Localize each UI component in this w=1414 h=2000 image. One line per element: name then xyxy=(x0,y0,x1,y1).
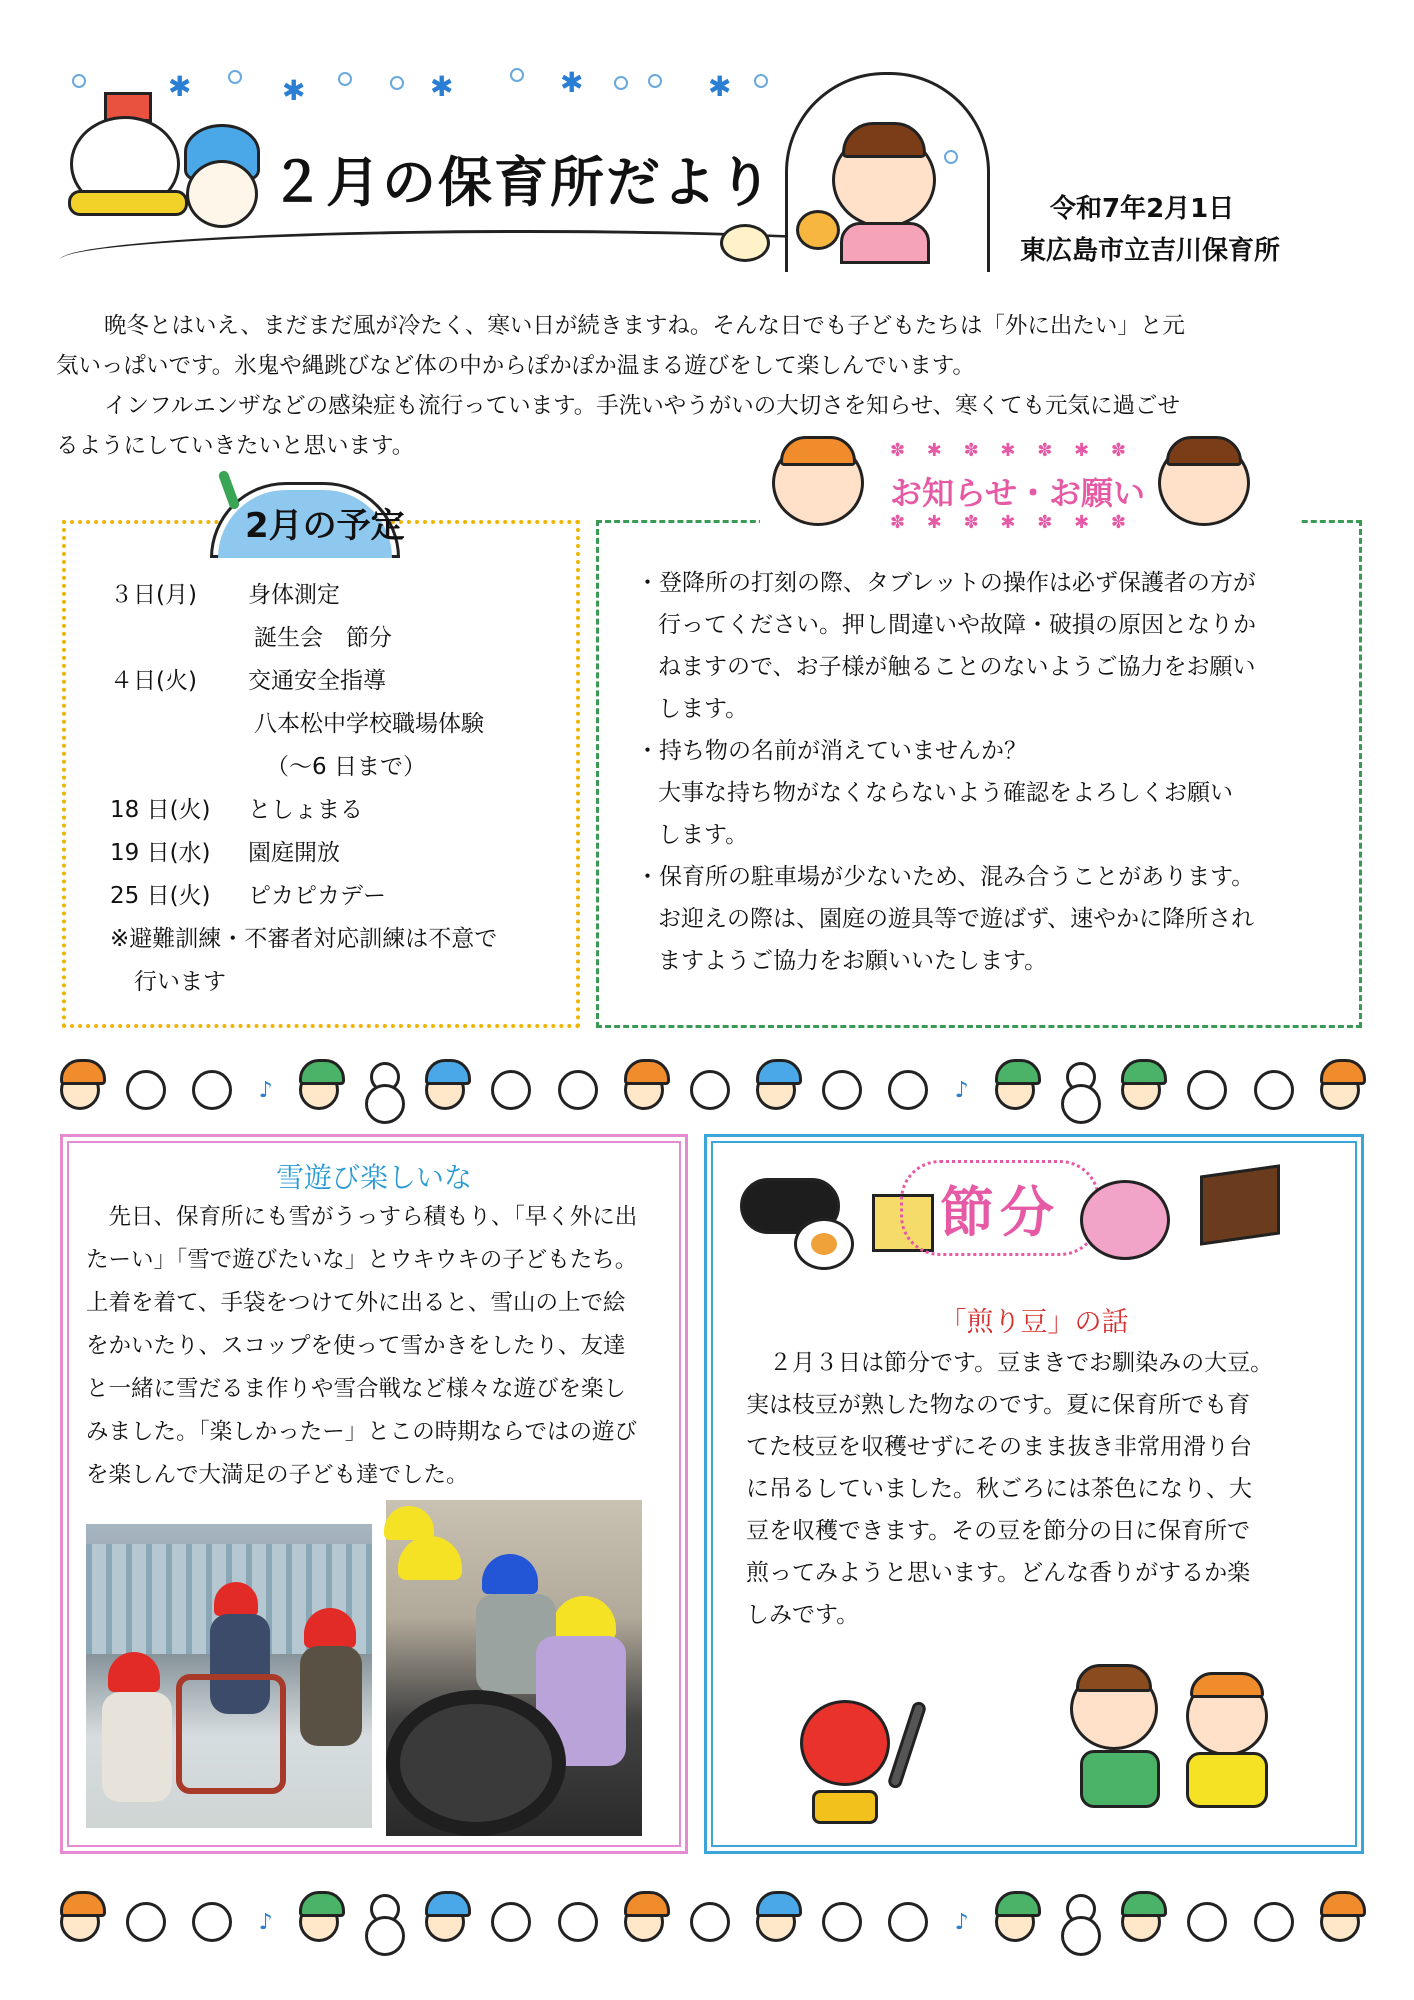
snowball-icon xyxy=(192,1070,232,1110)
photo-yellow-hat xyxy=(552,1596,616,1640)
snowball-icon xyxy=(558,1070,598,1110)
photo-yellow-hat xyxy=(398,1536,462,1580)
oni-tiger-cloth xyxy=(812,1790,878,1824)
schedule-note-continued: 行います xyxy=(134,969,226,995)
snowball-icon xyxy=(888,1070,928,1110)
child-icon xyxy=(1121,1902,1161,1942)
schedule-item-continued: 誕生会 節分 xyxy=(254,625,392,651)
snowball-icon xyxy=(690,1070,730,1110)
child-icon xyxy=(425,1902,465,1942)
setsubun-label: 節分 xyxy=(940,1181,1060,1244)
ribbon-decoration: ✽ ✱ ✽ ✱ ✽ ✱ ✽ xyxy=(890,440,1134,461)
child-icon xyxy=(299,1902,339,1942)
snow-dot-icon xyxy=(390,76,404,90)
red-oni-icon xyxy=(800,1700,890,1786)
snowflake-icon: ✱ xyxy=(430,70,454,103)
schedule-item: 18 日(火) としょまる xyxy=(110,797,363,823)
schedule-item: 25 日(火) ピカピカデー xyxy=(110,883,386,909)
snowball-icon xyxy=(192,1902,232,1942)
organization-name: 東広島市立吉川保育所 xyxy=(1020,236,1281,266)
notice-list xyxy=(636,562,1346,982)
snowman-scarf xyxy=(68,190,188,216)
intro-paragraph-2: インフルエンザなどの感染症も流行っています。手洗いやうがいの大切さを知らせ、寒くても元気に過ごせ るようにしていきたいと思います。 xyxy=(56,393,1180,459)
child-icon xyxy=(624,1070,664,1110)
child-icon xyxy=(1320,1070,1360,1110)
girl-hair xyxy=(842,122,926,158)
photo-child xyxy=(300,1646,362,1746)
schedule-item-continued: 八本松中学校職場体験 xyxy=(254,711,484,737)
ribbon-decoration: ✽ ✱ ✽ ✱ ✽ ✱ ✽ xyxy=(890,512,1134,533)
boy-hair xyxy=(780,436,856,466)
setsubun-text: ２月３日は節分です。豆まきでお馴染みの大豆。 実は枝豆が熟した物なのです。夏に保育所でも育 てた枝豆を収穫せずにそのまま抜き非常用滑り台 に吊るしていました。秋ごろには茶色になり、大 豆を収穫できます。その豆を節分の日に保育所で 煎ってみようと思います。どんな香りがするか楽 しみです。 xyxy=(746,1350,1274,1628)
snowflake-icon: ✱ xyxy=(282,74,306,107)
child-icon xyxy=(1121,1070,1161,1110)
child-icon xyxy=(756,1070,796,1110)
child-icon xyxy=(1320,1902,1360,1942)
snow-dot-icon xyxy=(754,74,768,88)
snowman-icon xyxy=(1061,1894,1095,1950)
snowball-icon xyxy=(1254,1902,1294,1942)
music-note-icon: ♪ xyxy=(954,1909,969,1935)
schedule-item: 19 日(水) 園庭開放 xyxy=(110,840,340,866)
intro-paragraph-1: 晩冬とはいえ、まだまだ風が冷たく、寒い日が続きますね。そんな日でも子どもたちは「外に出たい」と元 気いっぱいです。氷鬼や縄跳びなど体の中からぽかぽか温まる遊びをして楽しんでいます。 xyxy=(56,313,1185,379)
snow-play-title: 雪遊び楽しいな xyxy=(275,1161,472,1194)
snowflake-icon: ✱ xyxy=(560,66,584,99)
snowball-icon xyxy=(126,1902,166,1942)
snowball-icon xyxy=(690,1902,730,1942)
decorative-border xyxy=(60,1048,1360,1132)
music-note-icon: ♪ xyxy=(258,1077,273,1103)
girl-hair xyxy=(1166,436,1242,466)
issue-date: 令和7年2月1日 xyxy=(1050,194,1235,224)
girl-body xyxy=(1186,1752,1268,1808)
snow-dot-icon xyxy=(648,74,662,88)
child-icon xyxy=(60,1070,100,1110)
snow-dot-icon xyxy=(944,150,958,164)
ehomaki-slice-icon xyxy=(794,1218,854,1270)
snow-dot-icon xyxy=(228,70,242,84)
child-icon xyxy=(756,1902,796,1942)
leaf-icon xyxy=(217,469,240,510)
photo-yellow-hat xyxy=(384,1506,434,1540)
oni-demon-icon xyxy=(1080,1180,1170,1260)
snowman-icon xyxy=(365,1062,399,1118)
photo-blue-hat xyxy=(482,1554,538,1594)
girl-hair xyxy=(1190,1672,1264,1698)
schedule-title: 2月の予定 xyxy=(245,506,405,546)
snowball-icon xyxy=(126,1070,166,1110)
child-icon xyxy=(299,1070,339,1110)
photo-tire xyxy=(386,1690,566,1836)
snowball-icon xyxy=(888,1902,928,1942)
snowball-icon xyxy=(1254,1070,1294,1110)
notice-item: ・保育所の駐車場が少ないため、混み合うことがあります。 お迎えの際は、園庭の遊具等で遊ばず、速やかに降所され ますようご協力をお願いいたします。 xyxy=(636,864,1255,974)
snowman-icon xyxy=(365,1894,399,1950)
snowball-icon xyxy=(1187,1902,1227,1942)
photo-red-hat xyxy=(108,1652,160,1692)
intro-text xyxy=(56,306,1360,466)
photo-tricycle xyxy=(176,1674,286,1794)
schedule-note: ※避難訓練・不審者対応訓練は不意で xyxy=(110,926,498,952)
snowball-icon xyxy=(822,1070,862,1110)
child-illustration xyxy=(186,160,258,228)
decorative-border xyxy=(60,1880,1360,1964)
notice-title: お知らせ・お願い xyxy=(890,474,1146,512)
child-icon xyxy=(995,1902,1035,1942)
schedule-list xyxy=(110,574,580,1004)
snowball-icon xyxy=(558,1902,598,1942)
schedule-item: ３日(月) 身体測定 xyxy=(110,582,340,608)
photo-children-snow-tire xyxy=(386,1500,642,1836)
child-icon xyxy=(995,1070,1035,1110)
child-icon xyxy=(425,1070,465,1110)
snow-dot-icon xyxy=(614,76,628,90)
cat-illustration xyxy=(796,210,840,250)
photo-children-snow-yard xyxy=(86,1524,372,1828)
page-title: ２月の保育所だより xyxy=(270,151,774,214)
schedule-item-continued: （～6 日まで） xyxy=(266,754,426,780)
notice-item: ・持ち物の名前が消えていませんか？ 大事な持ち物がなくならないよう確認をよろしくお願い します。 xyxy=(636,738,1233,848)
snowflake-icon: ✱ xyxy=(168,70,192,103)
music-note-icon: ♪ xyxy=(954,1077,969,1103)
snow-dot-icon xyxy=(510,68,524,82)
child-icon xyxy=(624,1902,664,1942)
notice-item: ・登降所の打刻の際、タブレットの操作は必ず保護者の方が 行ってください。押し間違いや故障・破損の原因となりか ねますので、お子様が触ることのないようご協力をお願い します。 xyxy=(636,570,1256,722)
snowball-icon xyxy=(491,1070,531,1110)
snowflake-icon: ✱ xyxy=(708,70,732,103)
snowball-icon xyxy=(1187,1070,1227,1110)
child-icon xyxy=(60,1902,100,1942)
dog-illustration xyxy=(720,224,770,262)
schedule-item: ４日(火) 交通安全指導 xyxy=(110,668,386,694)
boy-hair xyxy=(1076,1664,1152,1692)
snow-play-text: 先日、保育所にも雪がうっすら積もり、「早く外に出 たーい」「雪で遊びたいな」とウキウキの子どもたち。 上着を着て、手袋をつけて外に出ると、雪山の上で絵 をかいたり、スコップを使って雪かきをしたり、友達 と一緒に雪だるま作りや雪合戦など様々な遊びを楽し みました。「楽しかったー」とこの時期ならではの遊び を楽しんで大満足の子ども達でした。 xyxy=(86,1204,638,1488)
music-note-icon: ♪ xyxy=(258,1909,273,1935)
bean-box-icon xyxy=(1200,1164,1280,1245)
snowman-icon xyxy=(1061,1062,1095,1118)
photo-child xyxy=(102,1692,172,1802)
boy-body xyxy=(1080,1750,1160,1808)
snowball-icon xyxy=(491,1902,531,1942)
girl-body xyxy=(840,222,930,264)
snow-dot-icon xyxy=(338,72,352,86)
snow-dot-icon xyxy=(72,74,86,88)
snowball-icon xyxy=(822,1902,862,1942)
setsubun-subtitle: 「煎り豆」の話 xyxy=(939,1307,1129,1338)
